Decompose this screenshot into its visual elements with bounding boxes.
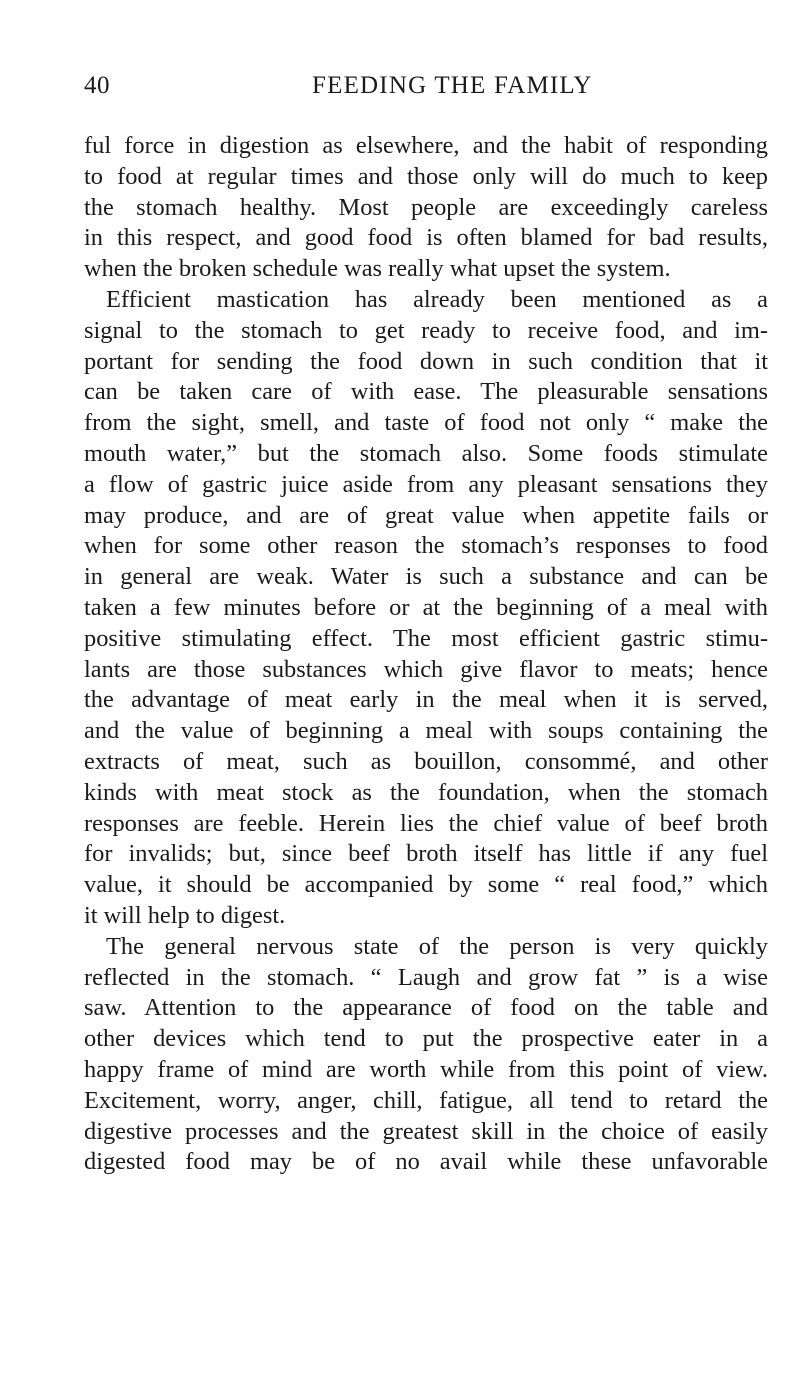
text-line: The general nervous state of the person is very quickly bbox=[106, 932, 768, 960]
text-line: a flow of gastric juice aside from any pleasant sensations they bbox=[84, 470, 768, 498]
running-head bbox=[84, 72, 774, 112]
text-line: signal to the stomach to get ready to receive food, and im- bbox=[84, 316, 768, 344]
text-line: saw. Attention to the appearance of food on the table and bbox=[84, 994, 768, 1022]
text-line: in general are weak. Water is such a substance and can be bbox=[84, 563, 768, 591]
text-line: digestive processes and the greatest skill in the choice of easily bbox=[84, 1117, 768, 1145]
body-text bbox=[84, 131, 768, 1178]
text-line: to food at regular times and those only will do much to keep bbox=[84, 162, 768, 190]
text-line: the stomach healthy. Most people are exceedingly careless bbox=[84, 193, 768, 221]
text-line: when the broken schedule was really what upset the system. bbox=[84, 255, 671, 283]
text-line: when for some other reason the stomach’s responses to food bbox=[84, 532, 768, 560]
text-line: and the value of beginning a meal with soups containing the bbox=[84, 717, 768, 745]
text-line: Efficient mastication has already been mentioned as a bbox=[106, 285, 768, 313]
text-line: in this respect, and good food is often blamed for bad results, bbox=[84, 224, 768, 252]
text-line: kinds with meat stock as the foundation, when the stomach bbox=[84, 778, 768, 806]
text-line: it will help to digest. bbox=[84, 901, 286, 929]
text-line: may produce, and are of great value when appetite fails or bbox=[84, 501, 768, 529]
text-line: ful force in digestion as elsewhere, and the habit of responding bbox=[84, 132, 768, 159]
text-line: reflected in the stomach. “ Laugh and grow fat ” is a wise bbox=[84, 963, 768, 991]
text-line: extracts of meat, such as bouillon, consommé, and other bbox=[84, 747, 768, 775]
text-line: happy frame of mind are worth while from this point of view. bbox=[84, 1055, 768, 1083]
page-number: 40 bbox=[84, 72, 110, 99]
text-line: for invalids; but, since beef broth itself has little if any fuel bbox=[84, 840, 768, 868]
text-line: Excitement, worry, anger, chill, fatigue, all tend to retard the bbox=[84, 1086, 768, 1114]
text-line: responses are feeble. Herein lies the chief value of beef broth bbox=[84, 809, 768, 837]
text-line: positive stimulating effect. The most efficient gastric stimu- bbox=[84, 624, 768, 652]
text-line: taken a few minutes before or at the beginning of a meal with bbox=[84, 593, 768, 621]
text-line: value, it should be accompanied by some “ real food,” which bbox=[84, 871, 768, 899]
text-line: can be taken care of with ease. The pleasurable sensations bbox=[84, 378, 768, 406]
text-line: other devices which tend to put the prospective eater in a bbox=[84, 1025, 768, 1053]
text-line: portant for sending the food down in such condition that it bbox=[84, 347, 768, 375]
text-line: from the sight, smell, and taste of food not only “ make the bbox=[84, 409, 768, 437]
text-line: the advantage of meat early in the meal when it is served, bbox=[84, 686, 768, 714]
text-line: digested food may be of no avail while these unfavorable bbox=[84, 1148, 768, 1176]
text-line: lants are those substances which give flavor to meats; hence bbox=[84, 655, 768, 683]
text-line: mouth water,” but the stomach also. Some foods stimulate bbox=[84, 439, 768, 467]
running-title: FEEDING THE FAMILY bbox=[312, 72, 593, 99]
